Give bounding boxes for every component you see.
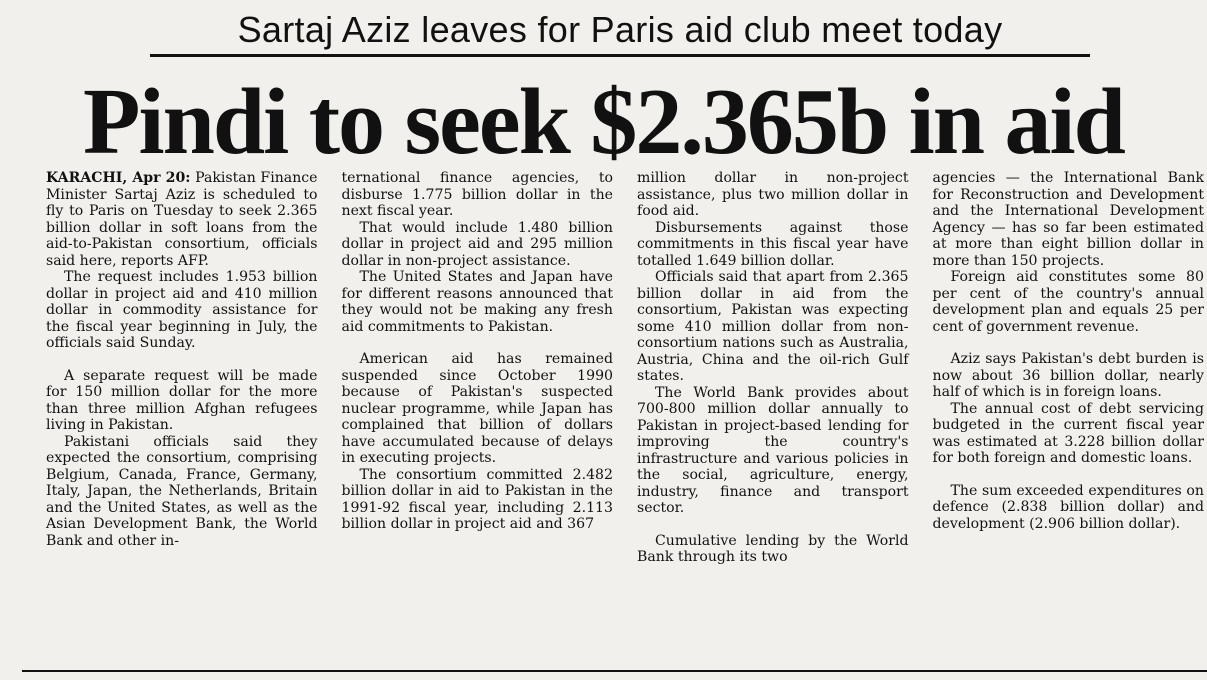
paragraph: Foreign aid constitutes some 80 per cent of the country's annual development plan and equals 25 per cent of government revenue. bbox=[932, 269, 1204, 335]
paragraph: ternational finance agencies, to disburse 1.775 billion dollar in the next fiscal year. bbox=[341, 170, 613, 219]
article-body bbox=[46, 170, 1204, 668]
column-3 bbox=[637, 170, 909, 668]
paragraph-text: Pakistan Finance Minister Sartaj Aziz is scheduled to fly to Paris on Tuesday to seek 2.365 billion dollar in soft loans from the aid-to-Pakistan consortium, officials said here, reports AFP. bbox=[46, 170, 318, 269]
paragraph: That would include 1.480 billion dollar in project aid and 295 million dollar in non-project assistance. bbox=[341, 219, 613, 269]
paragraph: Officials said that apart from 2.365 billion dollar in aid from the consortium, Pakistan was expecting some 410 million dollar from non-consortium nations such as Australia, Austria, China and the oil-rich Gulf states. bbox=[637, 269, 909, 384]
paragraph: Cumulative lending by the World Bank through its two bbox=[637, 532, 909, 565]
paragraph: The sum exceeded expenditures on defence (2.838 billion dollar) and development (2.906 billion dollar). bbox=[932, 482, 1204, 532]
dateline: KARACHI, Apr 20: bbox=[46, 170, 191, 186]
paragraph: agencies — the International Bank for Reconstruction and Development and the International Development Agency — has so far been estimated at more than eight billion dollar in more than 150 projects. bbox=[932, 170, 1204, 269]
paragraph: The request includes 1.953 billion dollar in project aid and 410 million dollar in commodity assistance for the fiscal year beginning in July, the officials said Sunday. bbox=[46, 269, 318, 351]
kicker-headline: Sartaj Aziz leaves for Paris aid club meet today bbox=[150, 6, 1090, 57]
paragraph bbox=[46, 170, 318, 269]
paragraph: A separate request will be made for 150 million dollar for the more than three million Afghan refugees living in Pakistan. bbox=[46, 367, 318, 433]
paragraph: million dollar in non-project assistance, plus two million dollar in food aid. bbox=[637, 170, 909, 219]
paragraph: The annual cost of debt servicing budgeted in the current fiscal year was estimated at 3.228 billion dollar for both foreign and domestic loans. bbox=[932, 400, 1204, 466]
paragraph: Disbursements against those commitments in this fiscal year have totalled 1.649 billion dollar. bbox=[637, 219, 909, 269]
column-4 bbox=[933, 170, 1205, 668]
main-headline: Pindi to seek $2.365b in aid bbox=[83, 70, 1124, 174]
paragraph: Aziz says Pakistan's debt burden is now about 36 billion dollar, nearly half of which is in foreign loans. bbox=[932, 351, 1204, 400]
column-1 bbox=[46, 170, 318, 668]
paragraph: The United States and Japan have for different reasons announced that they would not be making any fresh aid commitments to Pakistan. bbox=[341, 269, 613, 335]
bottom-rule bbox=[22, 670, 1207, 672]
paragraph: The consortium committed 2.482 billion dollar in aid to Pakistan in the 1991-92 fiscal year, including 2.113 billion dollar in project aid and 367 bbox=[341, 466, 613, 532]
paragraph: The World Bank provides about 700-800 million dollar annually to Pakistan in project-based lending for improving the country's infrastructure and various policies in the social, agriculture, energy, industry, finance and transport sector. bbox=[637, 384, 909, 516]
column-2 bbox=[342, 170, 614, 668]
paragraph: American aid has remained suspended since October 1990 because of Pakistan's suspected nuclear programme, while Japan has complained that billion of dollars have accumulated because of delays in executing projects. bbox=[341, 351, 613, 466]
paragraph: Pakistani officials said they expected the consortium, comprising Belgium, Canada, France, Germany, Italy, Japan, the Netherlands, Britain and the United States, as well as the Asian Development Bank, the World Bank and other in- bbox=[46, 433, 318, 549]
